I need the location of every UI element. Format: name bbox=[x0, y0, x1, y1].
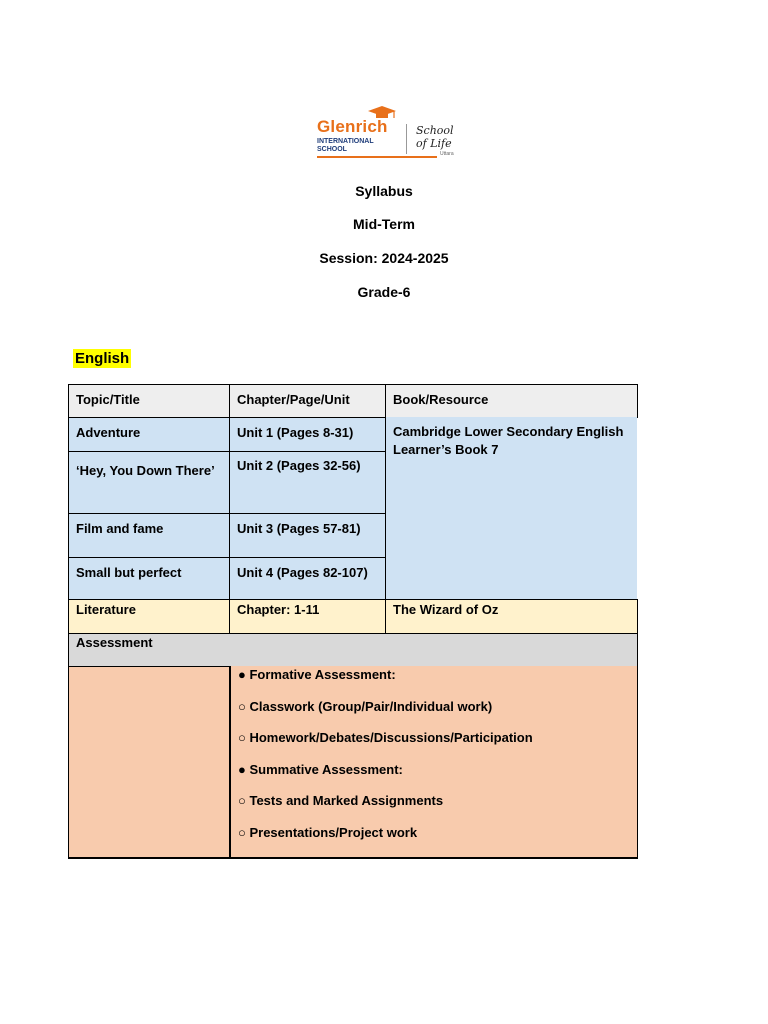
logo-underline bbox=[317, 156, 437, 158]
assessment-item: ○ Classwork (Group/Pair/Individual work) bbox=[238, 698, 493, 714]
book-resource-cell: Cambridge Lower Secondary English Learner’s Book 7 bbox=[385, 417, 637, 600]
doc-term: Mid-Term bbox=[353, 216, 415, 232]
doc-session: Session: 2024-2025 bbox=[319, 250, 449, 266]
assessment-item: ○ Tests and Marked Assignments bbox=[238, 793, 444, 808]
assessment-empty-cell bbox=[68, 666, 230, 859]
assessment-label: Assessment bbox=[68, 633, 638, 667]
school-logo bbox=[316, 104, 466, 162]
logo-divider bbox=[406, 124, 407, 154]
table-row-chapter: Unit 4 (Pages 82-107) bbox=[229, 557, 386, 602]
assessment-item: ○ Homework/Debates/Discussions/Participation bbox=[238, 730, 533, 745]
subject-heading: English bbox=[75, 350, 130, 367]
assessment-item: ○ Presentations/Project work bbox=[238, 824, 418, 840]
table-row-chapter: Unit 3 (Pages 57-81) bbox=[229, 513, 386, 558]
assessment-item: ● Formative Assessment: bbox=[238, 667, 396, 682]
column-header-topic: Topic/Title bbox=[68, 384, 230, 418]
literature-chapter: Chapter: 1-11 bbox=[229, 599, 386, 634]
logo-tagline: School of Life bbox=[416, 124, 454, 150]
doc-title: Syllabus bbox=[355, 183, 413, 199]
doc-grade: Grade-6 bbox=[357, 284, 411, 300]
table-row-chapter: Unit 1 (Pages 8-31) bbox=[229, 417, 386, 452]
table-row-topic: Small but perfect bbox=[68, 557, 230, 602]
assessment-list bbox=[229, 666, 638, 859]
table-row-topic: Adventure bbox=[68, 417, 230, 452]
table-row-topic: ‘Hey, You Down There’ bbox=[68, 451, 230, 514]
literature-topic: Literature bbox=[68, 599, 230, 634]
logo-subtitle: INTERNATIONAL SCHOOL bbox=[317, 138, 374, 153]
column-header-chapter: Chapter/Page/Unit bbox=[229, 384, 386, 418]
table-row-topic: Film and fame bbox=[68, 513, 230, 558]
table-row-chapter: Unit 2 (Pages 32-56) bbox=[229, 451, 386, 514]
assessment-item: ● Summative Assessment: bbox=[238, 761, 403, 777]
logo-location: Uttara bbox=[440, 151, 454, 157]
column-header-book: Book/Resource bbox=[385, 384, 638, 418]
literature-book: The Wizard of Oz bbox=[385, 599, 638, 634]
logo-brand: Glenrich bbox=[317, 117, 388, 136]
